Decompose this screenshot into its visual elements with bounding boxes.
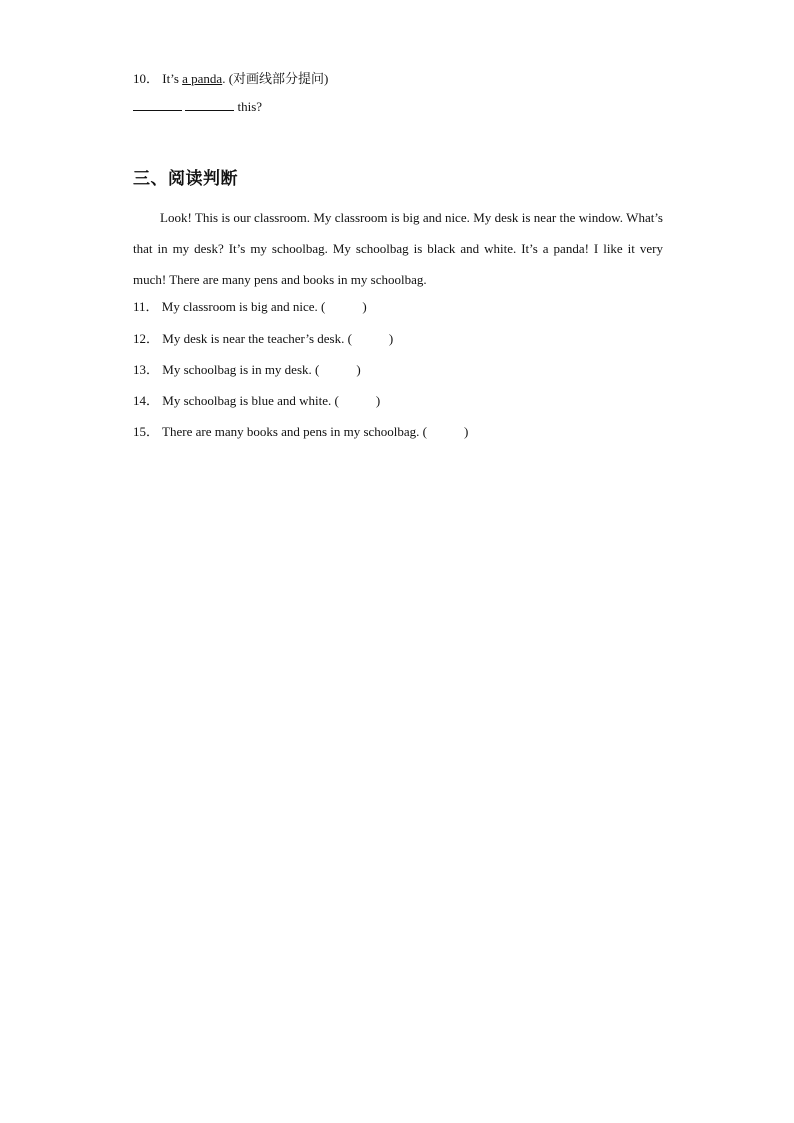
answer-tail: this? — [237, 99, 263, 114]
question-text: There are many books and pens in my schoolbag. ( — [162, 424, 428, 439]
question-number: 13． — [133, 362, 160, 377]
question-12 — [133, 328, 393, 347]
question-10-answer-line — [133, 99, 262, 115]
close-paren: ) — [375, 393, 381, 408]
question-text: My classroom is big and nice. ( — [161, 299, 326, 314]
question-number: 15． — [133, 424, 160, 439]
close-paren: ) — [356, 362, 361, 377]
close-paren: ) — [362, 299, 367, 314]
question-text: My desk is near the teacher’s desk. ( — [162, 331, 352, 346]
section-title: 三、阅读判断 — [133, 169, 238, 189]
question-text: My schoolbag is blue and white. ( — [162, 393, 339, 408]
answer-blank-1[interactable] — [133, 99, 182, 111]
question-text: My schoolbag is in my desk. ( — [162, 362, 320, 377]
question-suffix: . (对画线部分提问) — [222, 71, 329, 86]
question-13 — [133, 359, 361, 378]
question-number: 11． — [133, 299, 159, 314]
question-10 — [133, 68, 328, 87]
question-prefix: It’s — [162, 71, 179, 86]
underlined-phrase: a panda — [182, 71, 223, 86]
answer-blank-2[interactable] — [185, 99, 234, 111]
question-11 — [133, 296, 367, 315]
question-number: 14． — [133, 393, 160, 408]
question-14 — [133, 390, 380, 409]
close-paren: ) — [388, 331, 394, 346]
question-number: 12． — [133, 331, 160, 346]
question-number: 10． — [133, 71, 160, 86]
close-paren: ) — [464, 424, 469, 439]
reading-passage: Look! This is our classroom. My classroom is big and nice. My desk is near the window. What’s that in my desk? It’s my schoolbag. My schoolbag is black and white. It’s a panda! I like it very much! There are many pens and books in my schoolbag. — [133, 210, 663, 287]
question-15 — [133, 421, 468, 440]
